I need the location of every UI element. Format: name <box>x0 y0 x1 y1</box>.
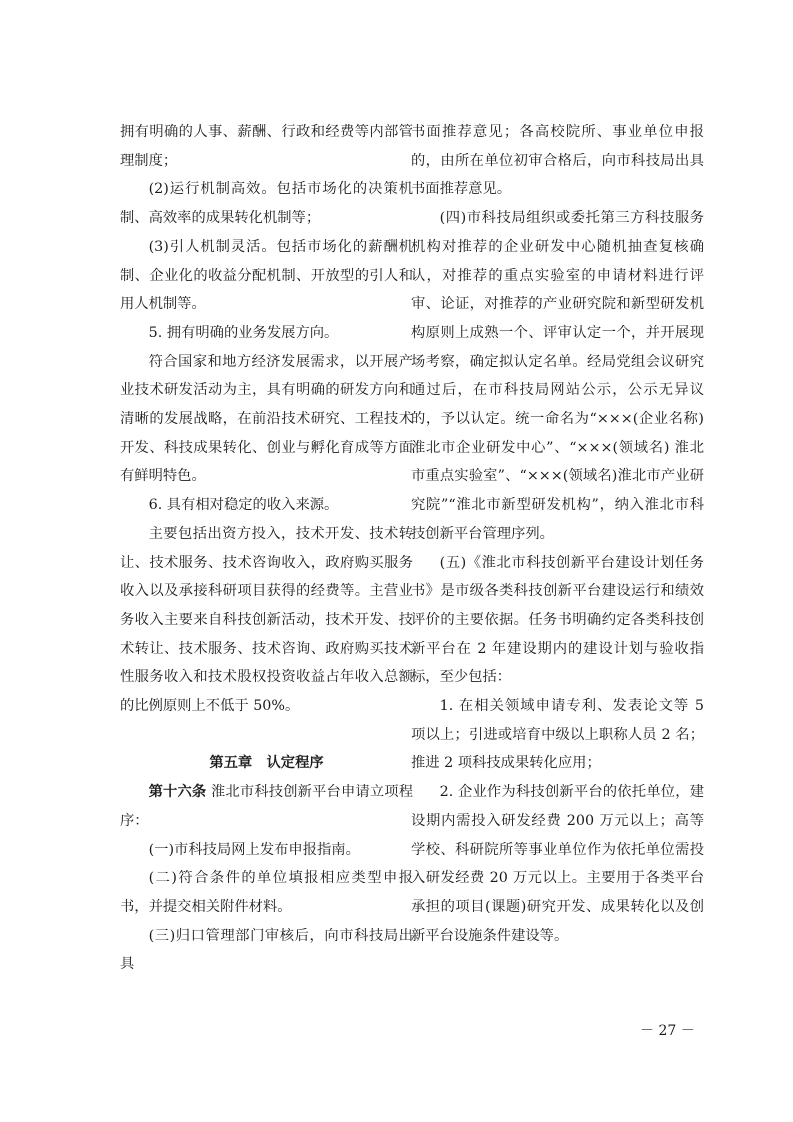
page-number: － 27 － <box>640 1023 695 1039</box>
paragraph: (二)符合条件的单位填报相应类型申报书，并提交相关附件材料。 <box>120 870 413 915</box>
paragraph: 2. 企业作为科技创新平台的依托单位，建设期内需投入研发经费 200 万元以上；高等学校、科研院所等事业单位作为依托单位需投入研发经费 20 万元以上。主要用于各类平台承担的项目(课题)研究开发、成果转化以及创新平台设施条件建设等。 <box>411 784 704 944</box>
chapter-heading: 第五章 认定程序 <box>209 755 324 772</box>
paragraph: 主要包括出资方投入，技术开发、技术转让、技术服务、技术咨询收入，政府购买服务收入以及承接科研项目获得的经费等。主营业务收入主要来自科技创新活动，技术开发、技术转让、技术服务、技术咨询、政府购买技术性服务收入和技术股权投资收益占年收入总额的比例原则上不低于 50%。 <box>120 525 413 715</box>
article-text: 淮北市科技创新平台申请立项程序： <box>120 784 414 829</box>
article-paragraph <box>120 778 413 835</box>
right-column <box>411 118 704 950</box>
paragraph: (2)运行机制高效。包括市场化的决策机制、高效率的成果转化机制等； <box>120 181 413 227</box>
paragraph: 符合国家和地方经济发展需求，以开展产业技术研发活动为主，具有明确的研发方向和清晰的发展战略，在前沿技术研究、工程技术开发、科技成果转化、创业与孵化育成等方面有鲜明特色。 <box>120 353 413 485</box>
article-label: 第十六条 <box>148 784 207 801</box>
paragraph: (五)《淮北市科技创新平台建设计划任务书》是市级各类科技创新平台建设运行和绩效评价的主要依据。任务书明确约定各类科技创新平台在 2 年建设期内的建设计划与验收指标，至少包括： <box>411 554 704 686</box>
paragraph: (三)归口管理部门审核后，向市科技局出具 <box>120 927 413 973</box>
spacer <box>120 721 413 750</box>
left-column <box>120 118 413 979</box>
paragraph: (四)市科技局组织或委托第三方科技服务机构对推荐的企业研发中心随机抽查复核确认，对推荐的重点实验室的申请材料进行评审、论证，对推荐的产业研究院和新型研发机构原则上成熟一个、评审认定一个，并开展现场考察，确定拟认定名单。经局党组会议研究通过后，在市科技局网站公示，公示无异议的，予以认定。统一命名为“×××(企业名称)淮北市企业研发中心”、“×××(领域名) 淮北市重点实验室”、“×××(领域名)淮北市产业研究院”“淮北市新型研发机构”，纳入淮北市科技创新平台管理序列。 <box>411 210 704 542</box>
paragraph: (3)引人机制灵活。包括市场化的薪酬机制、企业化的收益分配机制、开放型的引人和用人机制等。 <box>120 238 413 313</box>
paragraph: 6. 具有相对稳定的收入来源。 <box>148 497 339 514</box>
paragraph: 1. 在相关领域申请专利、发表论文等 5 项以上；引进或培育中级以上职称人员 2 名；推进 2 项科技成果转化应用； <box>411 698 704 772</box>
paragraph: 拥有明确的人事、薪酬、行政和经费等内部管理制度； <box>120 124 413 169</box>
paragraph: (一)市科技局网上发布申报指南。 <box>148 841 360 858</box>
paragraph: 书面推荐意见；各高校院所、事业单位申报的，由所在单位初审合格后，向市科技局出具书面推荐意见。 <box>411 124 704 198</box>
paragraph: 5. 拥有明确的业务发展方向。 <box>148 324 339 341</box>
